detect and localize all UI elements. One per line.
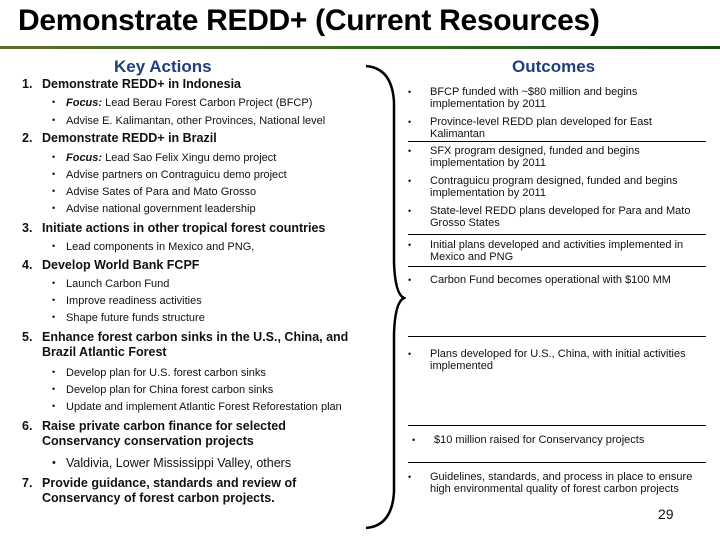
bullet-icon: • [408, 472, 412, 482]
bullet-icon: • [52, 457, 56, 469]
brace-path [366, 66, 404, 528]
bullet-icon: • [408, 146, 412, 156]
outcome-4 [408, 176, 708, 199]
bullet-icon: • [52, 169, 56, 179]
bullet-icon: • [408, 176, 412, 186]
bullet-icon: • [52, 241, 56, 251]
bullet-icon: • [52, 312, 56, 322]
focus-label: Focus: [66, 97, 103, 109]
bullet-icon: • [52, 186, 56, 196]
slide-title: Demonstrate REDD+ (Current Resources) [18, 4, 600, 37]
bullet-icon: • [52, 401, 56, 411]
outcome-divider [408, 141, 706, 142]
bullet-text: Advise partners on Contraguicu demo project [66, 169, 287, 181]
action-1-text: Demonstrate REDD+ in Indonesia [42, 77, 241, 91]
action-4-bullet-3 [52, 311, 205, 325]
outcome-text: Contraguicu program designed, funded and begins implementation by 2011 [430, 175, 678, 199]
action-3 [22, 221, 325, 236]
action-1-number: 1. [22, 77, 33, 91]
outcome-10 [408, 472, 708, 495]
outcome-1 [408, 87, 708, 110]
action-6 [22, 419, 402, 449]
bullet-text: Develop plan for China forest carbon sinks [66, 384, 274, 396]
bullet-icon: • [408, 206, 412, 216]
action-2-number: 2. [22, 131, 33, 145]
bullet-icon: • [52, 203, 56, 213]
bullet-text: Update and implement Atlantic Forest Reforestation plan [66, 401, 342, 413]
outcomes-heading: Outcomes [512, 57, 596, 76]
action-7-number: 7. [22, 476, 33, 490]
action-1 [22, 77, 241, 92]
action-2 [22, 131, 217, 146]
bullet-text: Lead Berau Forest Carbon Project (BFCP) [102, 97, 313, 109]
outcome-3 [408, 146, 708, 169]
action-2-bullet-1 [52, 151, 276, 165]
action-7-text-line1: Provide guidance, standards and review of [42, 476, 297, 490]
action-4-bullet-1 [52, 277, 169, 291]
action-5-number: 5. [22, 330, 33, 344]
bullet-icon: • [52, 115, 56, 125]
action-4-text: Develop World Bank FCPF [42, 258, 200, 272]
action-6-text-line1: Raise private carbon finance for selected [42, 419, 286, 433]
action-3-number: 3. [22, 221, 33, 235]
bullet-icon: • [52, 97, 56, 107]
bullet-text: Shape future funds structure [66, 312, 205, 324]
page-number: 29 [658, 506, 674, 522]
action-6-number: 6. [22, 419, 33, 433]
action-7-text-line2: Conservancy of forest carbon projects. [42, 491, 275, 505]
outcome-divider [408, 234, 706, 235]
bullet-text: Develop plan for U.S. forest carbon sinks [66, 367, 266, 379]
bullet-icon: • [52, 278, 56, 288]
outcome-text: State-level REDD plans developed for Para and Mato Grosso States [430, 205, 691, 229]
action-2-text: Demonstrate REDD+ in Brazil [42, 131, 217, 145]
action-5 [22, 330, 402, 360]
title-divider [0, 46, 720, 49]
action-6-bullet-1 [52, 456, 291, 471]
action-7 [22, 476, 402, 506]
bullet-text: Improve readiness activities [66, 295, 202, 307]
outcome-5 [408, 206, 708, 229]
bullet-text: Launch Carbon Fund [66, 278, 170, 290]
action-6-text-line2: Conservancy conservation projects [42, 434, 254, 448]
bullet-icon: • [52, 295, 56, 305]
bullet-icon: • [408, 349, 412, 359]
bullet-text: Advise Sates of Para and Mato Grosso [66, 186, 257, 198]
brace-divider [362, 62, 406, 532]
outcome-text: $10 million raised for Conservancy projects [434, 434, 645, 446]
bullet-icon: • [408, 87, 412, 97]
outcome-text: BFCP funded with ~$80 million and begins implementation by 2011 [430, 86, 638, 110]
outcome-text: Carbon Fund becomes operational with $100 MM [430, 274, 671, 286]
bullet-text: Lead components in Mexico and PNG, [66, 241, 255, 253]
outcome-divider [408, 425, 706, 426]
outcome-divider [408, 266, 706, 267]
action-1-bullet-2 [52, 114, 325, 128]
action-5-bullet-1 [52, 366, 266, 380]
action-3-text: Initiate actions in other tropical forest countries [42, 221, 326, 235]
outcome-text: Province-level REDD plan developed for East Kalimantan [430, 116, 652, 140]
action-5-bullet-2 [52, 383, 273, 397]
action-5-text-line1: Enhance forest carbon sinks in the U.S., China, and [42, 330, 349, 344]
action-2-bullet-3 [52, 185, 256, 199]
action-4-bullet-2 [52, 294, 202, 308]
bullet-icon: • [52, 152, 56, 162]
action-2-bullet-4 [52, 202, 256, 216]
outcome-2 [408, 117, 708, 140]
action-3-bullet-1 [52, 240, 254, 254]
bullet-text: Lead Sao Felix Xingu demo project [102, 152, 277, 164]
action-2-bullet-2 [52, 168, 287, 182]
outcome-text: Initial plans developed and activities implemented in Mexico and PNG [430, 239, 684, 263]
bullet-icon: • [412, 435, 416, 445]
outcome-divider [408, 462, 706, 463]
outcome-6 [408, 240, 708, 263]
outcome-text: Guidelines, standards, and process in place to ensure high environmental quality of forest carbon projects [430, 471, 693, 495]
focus-label: Focus: [66, 152, 103, 164]
bullet-text: Valdivia, Lower Mississippi Valley, others [66, 456, 292, 470]
key-actions-heading: Key Actions [114, 57, 212, 76]
bullet-icon: • [408, 275, 412, 285]
bullet-text: Advise E. Kalimantan, other Provinces, National level [66, 115, 326, 127]
bullet-icon: • [52, 384, 56, 394]
outcome-8 [408, 349, 708, 372]
bullet-icon: • [52, 367, 56, 377]
action-4-number: 4. [22, 258, 33, 272]
action-4 [22, 258, 199, 273]
outcome-text: Plans developed for U.S., China, with initial activities implemented [430, 348, 686, 372]
bullet-icon: • [408, 117, 412, 127]
bullet-icon: • [408, 240, 412, 250]
action-5-bullet-3 [52, 400, 342, 414]
outcome-text: SFX program designed, funded and begins implementation by 2011 [430, 145, 640, 169]
bullet-text: Advise national government leadership [66, 203, 256, 215]
action-5-text-line2: Brazil Atlantic Forest [42, 345, 167, 359]
outcome-9 [412, 435, 712, 447]
outcome-divider [408, 336, 706, 337]
outcome-7 [408, 275, 708, 287]
action-1-bullet-1 [52, 96, 312, 110]
